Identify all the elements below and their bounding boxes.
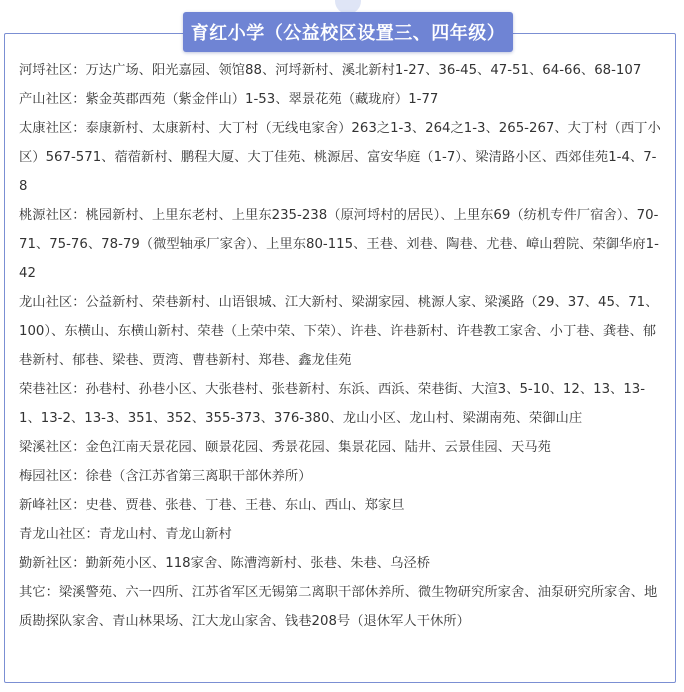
- section-text: 紫金英郡西苑（紫金伴山）1-53、翠景花苑（藏珑府）1-77: [85, 92, 439, 107]
- section-taoyuan: 桃源社区：桃园新村、上里东老村、上里东235-238（原河埒村的居民）、上里东69（纺机专件厂宿舍）、70-71、75-76、78-79（微型轴承厂家舍）、上里东80-115、王巷、刘巷、陶巷、尤巷、嶂山碧院、荣御华府1-42: [19, 208, 659, 281]
- section-name: 产山社区: [19, 92, 73, 107]
- section-name: 河埒社区: [19, 63, 73, 78]
- section-other: 其它：梁溪警苑、六一四所、江苏省军区无锡第二离职干部休养所、微生物研究所家舍、油泵研究所家舍、地质勘探队家舍、青山林果场、江大龙山家舍、钱巷208号（退休军人干休所）: [19, 585, 658, 629]
- section-chanshan: 产山社区：紫金英郡西苑（紫金伴山）1-53、翠景花苑（藏珑府）1-77: [19, 92, 439, 107]
- section-liangxi: 梁溪社区：金色江南天景花园、颐景花园、秀景花园、集景花园、陆井、云景佳园、天马苑: [19, 440, 551, 455]
- section-text: 青龙山村、青龙山新村: [98, 527, 232, 542]
- section-text: 勤新苑小区、118家舍、陈漕湾新村、张巷、朱巷、乌泾桥: [85, 556, 430, 571]
- section-heyi: 河埒社区：万达广场、阳光嘉园、领馆88、河埒新村、溪北新村1-27、36-45、47-51、64-66、68-107: [19, 63, 642, 78]
- section-name: 其它: [19, 585, 46, 600]
- section-text: 公益新村、荣巷新村、山语银城、江大新村、梁湖家园、桃源人家、梁溪路（29、37、45、71、100）、东横山、东横山新村、荣巷（上荣中荣、下荣）、许巷、许巷新村、许巷教工家舍、小丁巷、龚巷、郁巷新村、郁巷、梁巷、贾湾、曹巷新村、郑巷、鑫龙佳苑: [19, 295, 659, 368]
- section-taikang: 太康社区：泰康新村、太康新村、大丁村（无线电家舍）263之1-3、264之1-3、265-267、大丁村（西丁小区）567-571、蓿蓿新村、鹏程大厦、大丁佳苑、桃源居、富安华庭（1-7）、梁清路小区、西郊佳苑1-4、7-8: [19, 121, 661, 194]
- section-name: 桃源社区: [19, 208, 73, 223]
- section-text: 泰康新村、太康新村、大丁村（无线电家舍）263之1-3、264之1-3、265-267、大丁村（西丁小区）567-571、蓿蓿新村、鹏程大厦、大丁佳苑、桃源居、富安华庭（1-7）、梁清路小区、西郊佳苑1-4、7-8: [19, 121, 661, 194]
- page-title-tab: [183, 12, 513, 52]
- section-name: 新峰社区: [19, 498, 73, 513]
- section-text: 桃园新村、上里东老村、上里东235-238（原河埒村的居民）、上里东69（纺机专件厂宿舍）、70-71、75-76、78-79（微型轴承厂家舍）、上里东80-115、王巷、刘巷、陶巷、尤巷、嶂山碧院、荣御华府1-42: [19, 208, 659, 281]
- section-name: 梅园社区: [19, 469, 73, 484]
- section-qinglongshan: 青龙山社区：青龙山村、青龙山新村: [19, 527, 232, 542]
- section-meiyuan: 梅园社区：徐巷（含江苏省第三离职干部休养所）: [19, 469, 312, 484]
- section-text: 万达广场、阳光嘉园、领馆88、河埒新村、溪北新村1-27、36-45、47-51、64-66、68-107: [85, 63, 642, 78]
- section-name: 龙山社区: [19, 295, 73, 310]
- section-text: 梁溪警苑、六一四所、江苏省军区无锡第二离职干部休养所、微生物研究所家舍、油泵研究所家舍、地质勘探队家舍、青山林果场、江大龙山家舍、钱巷208号（退休军人干休所）: [19, 585, 658, 629]
- section-name: 太康社区: [19, 121, 73, 136]
- section-text: 史巷、贾巷、张巷、丁巷、王巷、东山、西山、郑家旦: [85, 498, 405, 513]
- section-text: 孙巷村、孙巷小区、大张巷村、张巷新村、东浜、西浜、荣巷街、大渲3、5-10、12、13、13-1、13-2、13-3、351、352、355-373、376-380、龙山小区、龙山村、梁湖南苑、荣御山庄: [19, 382, 646, 426]
- section-name: 青龙山社区: [19, 527, 86, 542]
- section-text: 金色江南天景花园、颐景花园、秀景花园、集景花园、陆井、云景佳园、天马苑: [85, 440, 551, 455]
- section-name: 勤新社区: [19, 556, 73, 571]
- section-xinfeng: 新峰社区：史巷、贾巷、张巷、丁巷、王巷、东山、西山、郑家旦: [19, 498, 405, 513]
- district-list: [19, 56, 664, 636]
- section-longshan: 龙山社区：公益新村、荣巷新村、山语银城、江大新村、梁湖家园、桃源人家、梁溪路（29、37、45、71、100）、东横山、东横山新村、荣巷（上荣中荣、下荣）、许巷、许巷新村、许巷教工家舍、小丁巷、龚巷、郁巷新村、郁巷、梁巷、贾湾、曹巷新村、郑巷、鑫龙佳苑: [19, 295, 659, 368]
- section-name: 荣巷社区: [19, 382, 73, 397]
- section-text: 徐巷（含江苏省第三离职干部休养所）: [85, 469, 312, 484]
- section-qinxin: 勤新社区：勤新苑小区、118家舍、陈漕湾新村、张巷、朱巷、乌泾桥: [19, 556, 430, 571]
- page-title: 育红小学（公益校区设置三、四年级）: [190, 23, 506, 44]
- section-rongxiang: 荣巷社区：孙巷村、孙巷小区、大张巷村、张巷新村、东浜、西浜、荣巷街、大渲3、5-10、12、13、13-1、13-2、13-3、351、352、355-373、376-380、龙山小区、龙山村、梁湖南苑、荣御山庄: [19, 382, 646, 426]
- section-name: 梁溪社区: [19, 440, 73, 455]
